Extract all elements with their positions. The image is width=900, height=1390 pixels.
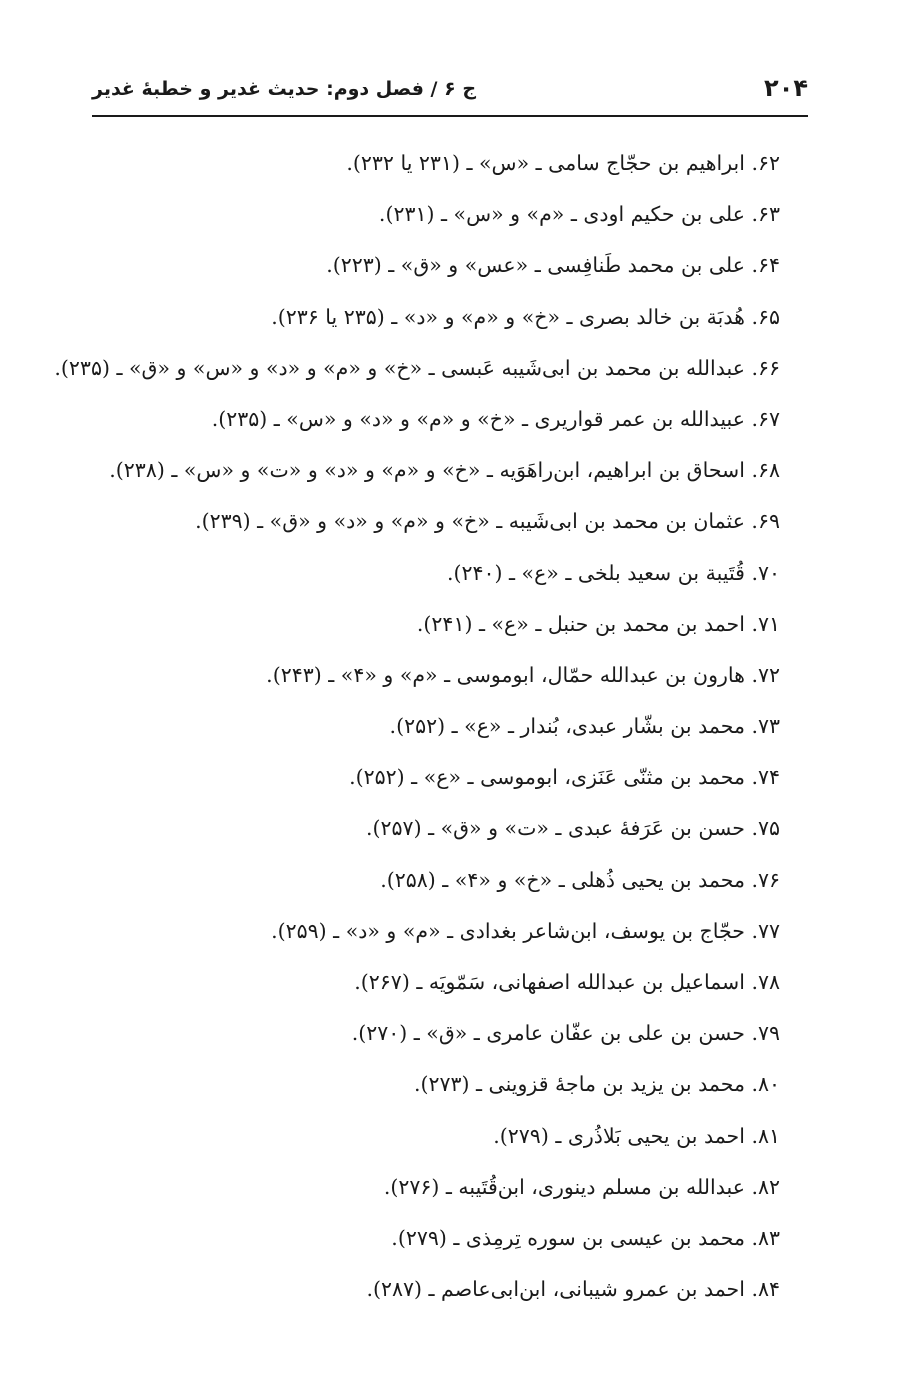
list-item: ۶۵. هُدبَة بن خالد بصری ـ «خ» و «م» و «د» ـ (۲۳۵ یا ۲۳۶).: [271, 304, 780, 329]
list-item: ۷۲. هارون بن عبدالله حمّال، ابوموسی ـ «م» و «۴» ـ (۲۴۳).: [266, 662, 780, 687]
list-item: ۷۷. حجّاج بن یوسف، ابن‌شاعر بغدادی ـ «م» و «د» ـ (۲۵۹).: [271, 918, 780, 943]
list-item: ۷۰. قُتَیبة بن سعید بلخی ـ «ع» ـ (۲۴۰).: [446, 560, 780, 585]
list-item: ۷۵. حسن بن عَرَفهٔ عبدی ـ «ت» و «ق» ـ (۲۵۷).: [366, 816, 780, 841]
list-item: ۶۳. علی بن حکیم اودی ـ «م» و «س» ـ (۲۳۱).: [378, 202, 780, 227]
list-item: ۶۴. علی بن محمد طَنافِسی ـ «عس» و «ق» ـ (۲۲۳).: [326, 253, 780, 278]
list-item: ۶۲. ابراهیم بن حجّاج سامی ـ «س» ـ (۲۳۱ یا ۲۳۲).: [346, 151, 780, 175]
page-header: [92, 72, 808, 108]
page-number: ۲۰۴: [764, 74, 808, 102]
list-item: ۷۱. احمد بن محمد بن حنبل ـ «ع» ـ (۲۴۱).: [416, 611, 780, 636]
list-item: ۸۰. محمد بن یزید بن ماجهٔ قزوینی ـ (۲۷۳).: [413, 1072, 780, 1097]
list-item: ۷۳. محمد بن بشّار عبدی، بُندار ـ «ع» ـ (۲۵۲).: [389, 714, 780, 739]
list-item: ۸۳. محمد بن عیسی بن سوره تِرمِذی ـ (۲۷۹).: [391, 1225, 780, 1250]
running-title: ج ۶ / فصل دوم: حدیث غدیر و خطبهٔ غدیر: [92, 78, 477, 100]
list-item: ۷۶. محمد بن یحیی ذُهلی ـ «خ» و «۴» ـ (۲۵۸).: [380, 867, 780, 892]
list-item: ۶۹. عثمان بن محمد بن ابی‌شَیبه ـ «خ» و «م» و «د» و «ق» ـ (۲۳۹).: [195, 509, 780, 534]
list-item: ۸۴. احمد بن عمرو شیبانی، ابن‌ابی‌عاصم ـ (۲۸۷).: [366, 1277, 780, 1302]
list-item: ۶۶. عبدالله بن محمد بن ابی‌شَیبه عَبسی ـ «خ» و «م» و «د» و «س» و «ق» ـ (۲۳۵).: [54, 355, 780, 380]
list-item: ۷۹. حسن بن علی بن عفّان عامری ـ «ق» ـ (۲۷۰).: [351, 1021, 780, 1046]
narrator-list: [54, 145, 780, 1322]
list-item: ۶۷. عبیدالله بن عمر قواریری ـ «خ» و «م» و «د» و «س» ـ (۲۳۵).: [211, 406, 780, 431]
list-item: ۷۴. محمد بن مثنّی عَنَزی، ابوموسی ـ «ع» ـ (۲۵۲).: [349, 765, 780, 790]
list-item: ۸۲. عبدالله بن مسلم دینوری، ابن‌قُتَیبه ـ (۲۷۶).: [383, 1174, 780, 1199]
list-item: ۶۸. اسحاق بن ابراهیم، ابن‌راهَوَیه ـ «خ» و «م» و «د» و «ت» و «س» ـ (۲۳۸).: [109, 458, 780, 483]
list-item: ۷۸. اسماعیل بن عبدالله اصفهانی، سَمّویَه ـ (۲۶۷).: [354, 970, 780, 994]
list-item: ۸۱. احمد بن یحیی بَلاذُری ـ (۲۷۹).: [493, 1123, 780, 1148]
header-rule: [92, 115, 808, 117]
